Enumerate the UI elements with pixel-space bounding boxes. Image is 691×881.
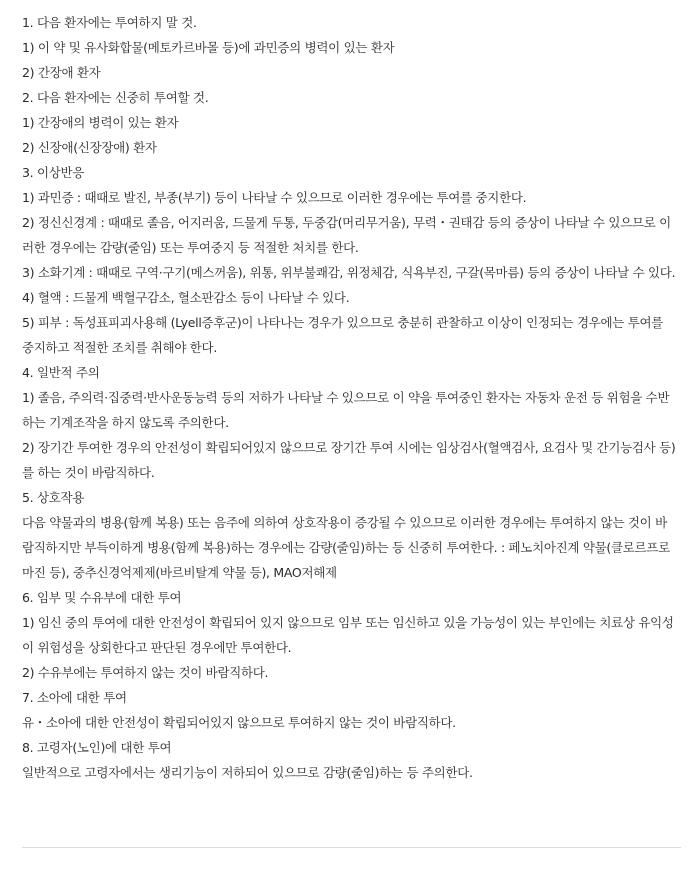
paragraph: 유・소아에 대한 안전성이 확립되어있지 않으므로 투여하지 않는 것이 바람직하다.	[22, 715, 456, 730]
bottom-divider	[22, 847, 681, 848]
list-item: 2) 정신신경계 : 때때로 졸음, 어지러움, 드물게 두통, 두중감(머리무거움), 무력・권태감 등의 증상이 나타날 수 있으므로 이러한 경우에는 감량(줄임) 또는 투여중지 등 적절한 처치를 한다.	[22, 215, 671, 255]
section-heading-pediatric-use: 7. 소아에 대한 투여	[22, 690, 127, 705]
list-item: 1) 졸음, 주의력·집중력·반사운동능력 등의 저하가 나타날 수 있으므로 이 약을 투여중인 환자는 자동차 운전 등 위험을 수반하는 기계조작을 하지 않도록 주의한다.	[22, 390, 670, 430]
list-item: 4) 혈액 : 드물게 백혈구감소, 혈소판감소 등이 나타날 수 있다.	[22, 290, 350, 305]
list-item: 1) 과민증 : 때때로 발진, 부종(부기) 등이 나타날 수 있으므로 이러한 경우에는 투여를 중지한다.	[22, 190, 527, 205]
section-heading-pregnancy-lactation: 6. 임부 및 수유부에 대한 투여	[22, 590, 182, 605]
list-item: 2) 장기간 투여한 경우의 안전성이 확립되어있지 않으므로 장기간 투여 시에는 임상검사(혈액검사, 요검사 및 간기능검사 등)를 하는 것이 바람직하다.	[22, 440, 676, 480]
section-heading-geriatric-use: 8. 고령자(노인)에 대한 투여	[22, 740, 172, 755]
list-item: 2) 수유부에는 투여하지 않는 것이 바람직하다.	[22, 665, 269, 680]
list-item: 3) 소화기계 : 때때로 구역·구기(메스꺼움), 위통, 위부불쾌감, 위정체감, 식욕부진, 구갈(목마름) 등의 증상이 나타날 수 있다.	[22, 265, 676, 280]
drug-precautions-document	[22, 10, 678, 785]
list-item: 5) 피부 : 독성표피괴사용해 (Lyell증후군)이 나타나는 경우가 있으므로 충분히 관찰하고 이상이 인정되는 경우에는 투여를 중지하고 적절한 조치를 취해야 한다.	[22, 315, 664, 355]
section-heading-contraindications: 1. 다음 환자에는 투여하지 말 것.	[22, 15, 197, 30]
section-heading-interactions: 5. 상호작용	[22, 490, 85, 505]
list-item: 1) 임신 중의 투여에 대한 안전성이 확립되어 있지 않으므로 임부 또는 임신하고 있을 가능성이 있는 부인에는 치료상 유익성이 위험성을 상회한다고 판단된 경우에만 투여한다.	[22, 615, 674, 655]
list-item: 1) 이 약 및 유사화합물(메토카르바몰 등)에 과민증의 병력이 있는 환자	[22, 40, 395, 55]
list-item: 2) 간장애 환자	[22, 65, 101, 80]
paragraph: 일반적으로 고령자에서는 생리기능이 저하되어 있으므로 감량(줄임)하는 등 주의한다.	[22, 765, 473, 780]
list-item: 2) 신장애(신장장애) 환자	[22, 140, 157, 155]
section-heading-adverse-reactions: 3. 이상반응	[22, 165, 85, 180]
section-heading-general-precautions: 4. 일반적 주의	[22, 365, 100, 380]
section-heading-careful-administration: 2. 다음 환자에는 신중히 투여할 것.	[22, 90, 209, 105]
paragraph: 다음 약물과의 병용(함께 복용) 또는 음주에 의하여 상호작용이 증강될 수 있으므로 이러한 경우에는 투여하지 않는 것이 바람직하지만 부득이하게 병용(함께 복용)하는 경우에는 감량(줄임)하는 등 신중히 투여한다. : 페노치아진계 약물(클로르프로마진 등), 중추신경억제제(바르비탈계 약물 등), MAO저해제	[22, 515, 670, 580]
list-item: 1) 간장애의 병력이 있는 환자	[22, 115, 179, 130]
